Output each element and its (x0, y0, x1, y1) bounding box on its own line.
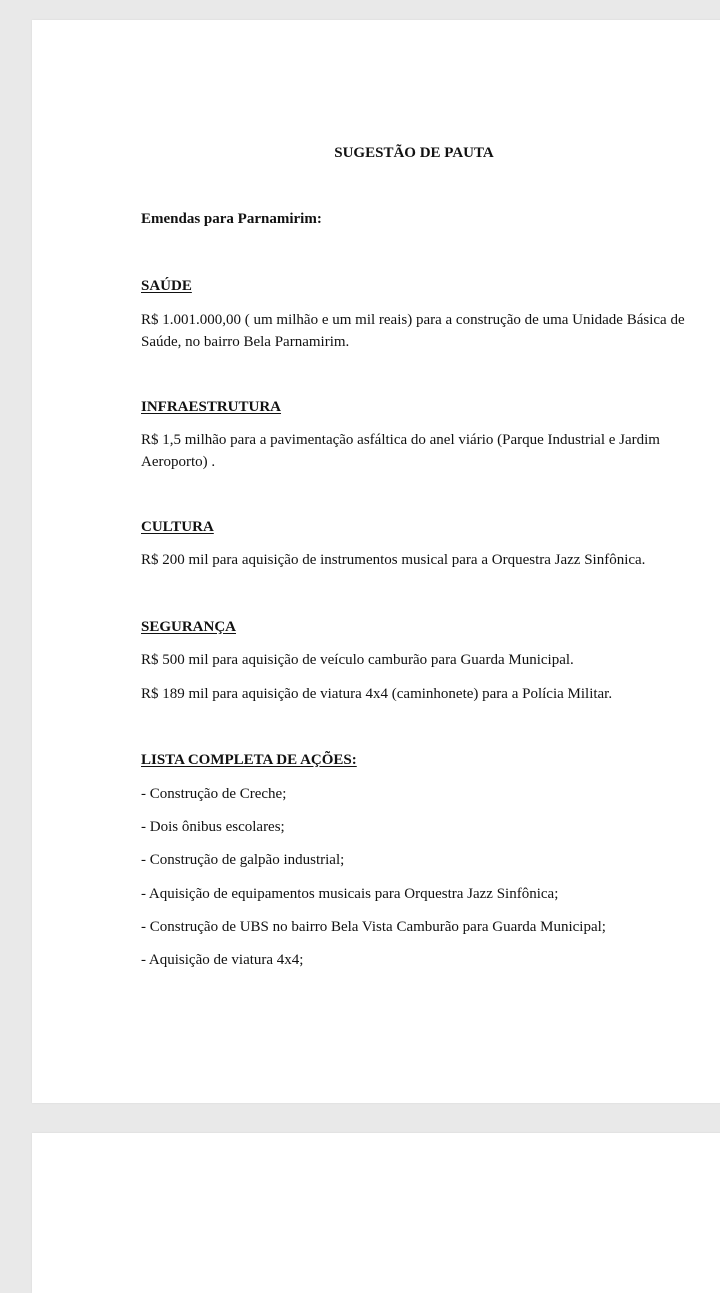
actions-heading: LISTA COMPLETA DE AÇÕES: (141, 752, 357, 768)
action-item: - Dois ônibus escolares; (141, 819, 285, 835)
section-text-infraestrutura: R$ 1,5 milhão para a pavimentação asfáltica do anel viário (Parque Industrial e Jardim Aeroporto) . (141, 432, 660, 470)
intro-text: Emendas para Parnamirim: (141, 211, 322, 227)
section-heading-saude: SAÚDE (141, 278, 192, 294)
document-title: SUGESTÃO DE PAUTA (334, 145, 494, 161)
action-item: - Construção de Creche; (141, 786, 287, 802)
action-item: - Construção de galpão industrial; (141, 852, 345, 868)
section-heading-cultura: CULTURA (141, 519, 214, 535)
action-item: - Aquisição de viatura 4x4; (141, 952, 304, 968)
section-text-saude: R$ 1.001.000,00 ( um milhão e um mil reais) para a construção de uma Unidade Básica de Saúde, no bairro Bela Parnamirim. (141, 312, 685, 350)
section-heading-infraestrutura: INFRAESTRUTURA (141, 399, 282, 415)
section-text-cultura: R$ 200 mil para aquisição de instrumentos musical para a Orquestra Jazz Sinfônica. (141, 552, 646, 568)
next-page (32, 1133, 720, 1293)
action-item: - Aquisição de equipamentos musicais para Orquestra Jazz Sinfônica; (141, 886, 559, 902)
section-text-seguranca-2: R$ 189 mil para aquisição de viatura 4x4 (caminhonete) para a Polícia Militar. (141, 686, 613, 702)
document-page (32, 20, 720, 1103)
action-item: - Construção de UBS no bairro Bela Vista Camburão para Guarda Municipal; (141, 919, 606, 935)
section-text-seguranca-1: R$ 500 mil para aquisição de veículo camburão para Guarda Municipal. (141, 652, 574, 668)
section-heading-seguranca: SEGURANÇA (141, 619, 237, 635)
